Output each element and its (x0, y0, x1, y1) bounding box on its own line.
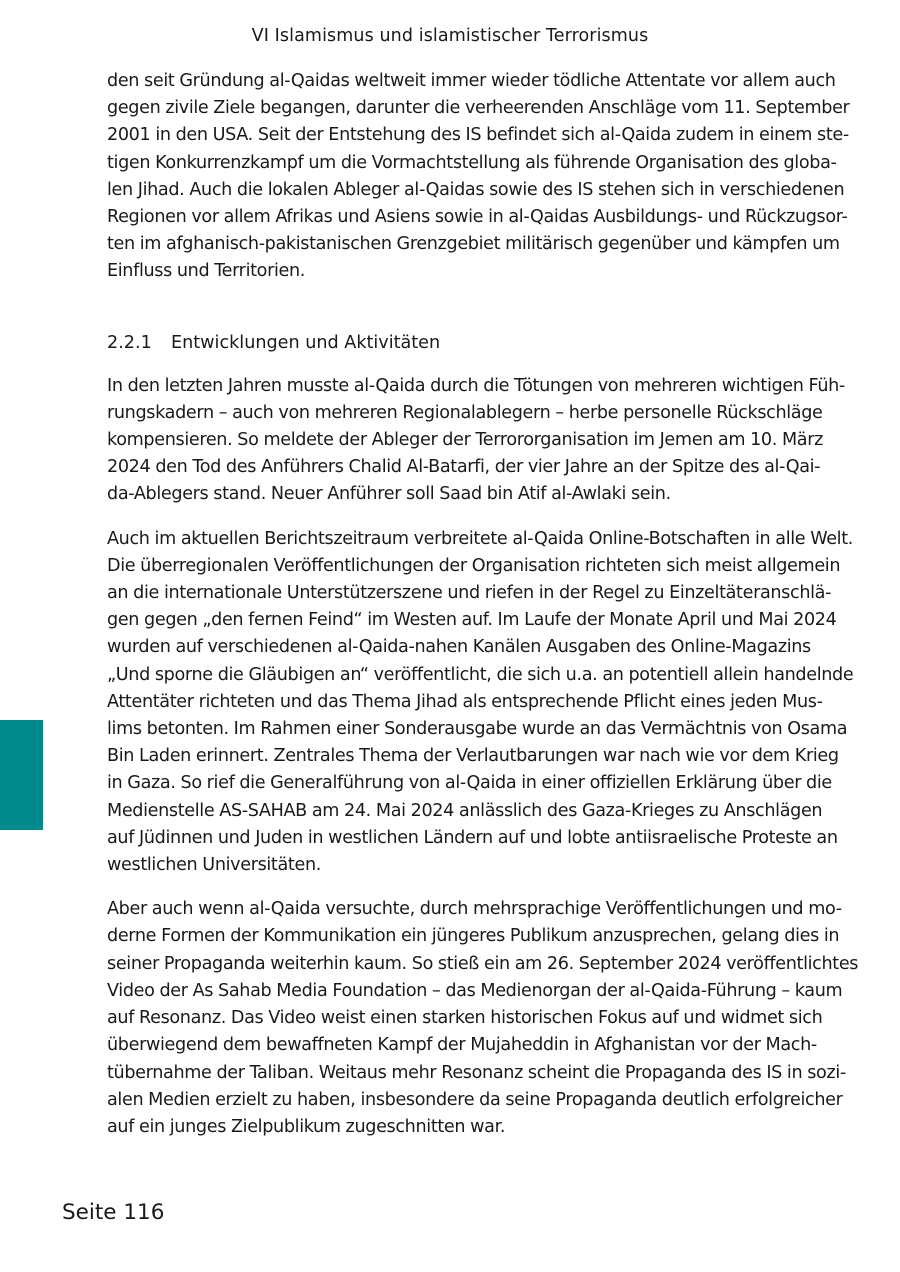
page-number: Seite 116 (62, 1200, 165, 1225)
text-line: Attentäter richteten und das Thema Jihad als entsprechende Pflicht eines jeden Mus- (107, 691, 823, 712)
text-line: rungskadern – auch von mehreren Regionalablegern – herbe personelle Rückschläge (107, 402, 823, 423)
text-line: den seit Gründung al-Qaidas weltweit immer wieder tödliche Attentate vor allem auch (107, 71, 836, 91)
section-number: 2.2.1 (107, 332, 152, 353)
text-line: ten im afghanisch-pakistanischen Grenzgebiet militärisch gegenüber und kämpfen um (107, 234, 840, 255)
text-line: 2001 in den USA. Seit der Entstehung des IS befindet sich al-Qaida zudem in einem ste- (107, 125, 849, 146)
text-line: derne Formen der Kommunikation ein jüngeres Publikum anzusprechen, gelang dies in (107, 926, 840, 947)
text-line: gegen zivile Ziele begangen, darunter die verheerenden Anschläge vom 11. September (107, 98, 850, 119)
text-line: auf ein junges Zielpublikum zugeschnitten war. (107, 1116, 506, 1137)
text-line: Video der As Sahab Media Foundation – das Medienorgan der al-Qaida-Führung – kaum (107, 980, 843, 1001)
section-heading (107, 330, 837, 357)
text-line: Einfluss und Territorien. (107, 261, 306, 282)
text-line: kompensieren. So meldete der Ableger der Terrororganisation im Jemen am 10. März (107, 430, 823, 451)
text-line: len Jihad. Auch die lokalen Ableger al-Qaidas sowie des IS stehen sich in verschiedenen (107, 179, 845, 200)
text-line: an die internationale Unterstützerszene und riefen in der Regel zu Einzeltäteranschlä- (107, 583, 832, 604)
text-line: auf Jüdinnen und Juden in westlichen Ländern auf und lobte antiisraelische Proteste an (107, 827, 838, 848)
text-line: alen Medien erzielt zu haben, insbesondere da seine Propaganda deutlich erfolgreicher (107, 1089, 843, 1110)
text-line: Bin Laden erinnert. Zentrales Thema der Verlautbarungen war nach wie vor dem Krieg (107, 746, 839, 767)
intro-paragraph (107, 68, 850, 286)
text-line: 2024 den Tod des Anführers Chalid Al-Batarfi, der vier Jahre an der Spitze des al-Qai- (107, 457, 821, 478)
text-line: überwiegend dem bewaffneten Kampf der Mujaheddin in Afghanistan vor der Mach- (107, 1035, 817, 1056)
text-line: gen gegen „den fernen Feind“ im Westen auf. Im Laufe der Monate April und Mai 2024 (107, 610, 837, 631)
text-line: in Gaza. So rief die Generalführung von al-Qaida in einer offiziellen Erklärung über die (107, 773, 832, 794)
text-line: Die überregionalen Veröffentlichungen der Organisation richteten sich meist allgemein (107, 555, 841, 576)
section-title: Entwicklungen und Aktivitäten (171, 332, 441, 353)
text-line: Medienstelle AS-SAHAB am 24. Mai 2024 anlässlich des Gaza-Krieges zu Anschlägen (107, 800, 823, 821)
body-text (107, 68, 859, 1141)
text-line: Regionen vor allem Afrikas und Asiens sowie in al-Qaidas Ausbildungs- und Rückzugsor- (107, 207, 848, 228)
text-line: da-Ablegers stand. Neuer Anführer soll Saad bin Atif al-Awlaki sein. (107, 484, 671, 505)
paragraph-3 (107, 896, 859, 1141)
paragraph-2 (107, 526, 854, 880)
text-line: Aber auch wenn al-Qaida versuchte, durch mehrsprachige Veröffentlichungen und mo- (107, 899, 842, 920)
text-line: auf Resonanz. Das Video weist einen starken historischen Fokus auf und widmet sich (107, 1008, 823, 1029)
text-line: „Und sporne die Gläubigen an“ veröffentlicht, die sich u.a. an potentiell allein handelnde (107, 664, 854, 685)
text-line: lims betonten. Im Rahmen einer Sonderausgabe wurde an das Vermächtnis von Osama (107, 719, 848, 740)
text-line: seiner Propaganda weiterhin kaum. So stieß ein am 26. September 2024 veröffentlichtes (107, 953, 859, 974)
paragraph-1 (107, 373, 845, 509)
running-header: VI Islamismus und islamistischer Terrorismus (251, 26, 649, 46)
text-line: wurden auf verschiedenen al-Qaida-nahen Kanälen Ausgaben des Online-Magazins (107, 637, 811, 658)
text-line: westlichen Universitäten. (107, 855, 321, 876)
text-line: tübernahme der Taliban. Weitaus mehr Resonanz scheint die Propaganda des IS in sozi- (107, 1062, 846, 1083)
chapter-side-tab (0, 720, 43, 830)
text-line: In den letzten Jahren musste al-Qaida durch die Tötungen von mehreren wichtigen Füh- (107, 375, 845, 396)
text-line: Auch im aktuellen Berichtszeitraum verbreitete al-Qaida Online-Botschaften in alle Welt. (107, 528, 854, 549)
text-line: tigen Konkurrenzkampf um die Vormachtstellung als führende Organisation des globa- (107, 152, 837, 173)
